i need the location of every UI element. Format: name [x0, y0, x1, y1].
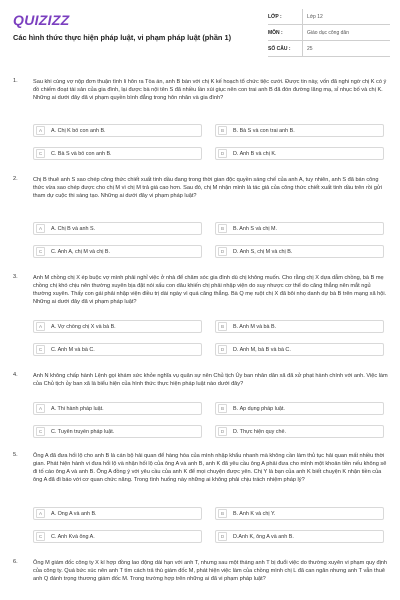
meta-row-subject: [268, 25, 390, 41]
option-text: D. Anh M, bà B và bà C.: [233, 346, 291, 353]
option-text: B. Bà S và con trai anh B.: [233, 127, 295, 134]
option-text: D.Anh K, ông A và anh B.: [233, 533, 294, 540]
q2-option-c[interactable]: [33, 245, 202, 258]
option-text: B. Anh S và chị M.: [233, 225, 278, 232]
option-letter: C: [36, 149, 45, 158]
meta-value: Giáo dục công dân: [302, 25, 390, 40]
option-letter: A: [36, 224, 45, 233]
q2-option-d[interactable]: [215, 245, 384, 258]
q2-option-a[interactable]: [33, 222, 202, 235]
option-text: C. Anh M và bà C.: [51, 346, 95, 353]
option-letter: A: [36, 509, 45, 518]
option-letter: C: [36, 532, 45, 541]
option-text: D. Anh S, chị M và chị B.: [233, 248, 293, 255]
q4-option-b[interactable]: [215, 402, 384, 415]
option-letter: D: [218, 345, 227, 354]
question-text: Anh M chồng chị X ép buộc vợ mình phải nghỉ việc ở nhà để chăm sóc gia đình dù chị không muốn. Cho rằng chị X dựa dẫm chồng, bà B mẹ chồng chị khó chịu nên thường xuyên bịa đặt nói xấu con dâu khiến chị phải nhập viện do suy nhược cơ thể do căng thẳng nên mắt ngủ thường xuyên. Thấy con gái phải nhập viện điều trị dài ngày vì quá căng thẳng. Bà Q mẹ ruột chị X đã bôi nhọ danh dự bà B trên mạng xã hội. Những ai dưới đây đã vi phạm pháp luật?: [33, 275, 387, 305]
option-letter: B: [218, 509, 227, 518]
option-text: C. Anh A, chị M và chị B.: [51, 248, 111, 255]
q2-option-b[interactable]: [215, 222, 384, 235]
q5-option-d[interactable]: [215, 530, 384, 543]
option-text: B. Áp dụng pháp luật.: [233, 405, 285, 412]
option-text: A. Ông A và anh B.: [51, 510, 97, 517]
question-number: 3.: [13, 274, 18, 280]
meta-info-table: [268, 9, 390, 57]
option-text: B. Anh M và bà B.: [233, 323, 277, 330]
option-letter: B: [218, 126, 227, 135]
meta-label: LỚP :: [268, 13, 282, 20]
option-letter: A: [36, 322, 45, 331]
q4-option-d[interactable]: [215, 425, 384, 438]
quizizz-logo: QUIZIZZ: [13, 12, 70, 28]
option-text: D. Anh B và chị K.: [233, 150, 277, 157]
option-letter: C: [36, 345, 45, 354]
option-letter: D: [218, 149, 227, 158]
meta-value: 25: [302, 41, 390, 56]
option-text: D. Thực hiện quy chế.: [233, 428, 286, 435]
option-text: A. Chị B và anh S.: [51, 225, 96, 232]
q4-option-c[interactable]: [33, 425, 202, 438]
option-text: C. Anh Kvà ông A.: [51, 533, 95, 540]
q4-option-a[interactable]: [33, 402, 202, 415]
meta-row-count: [268, 41, 390, 57]
option-letter: B: [218, 322, 227, 331]
meta-label: MÔN :: [268, 29, 283, 36]
q3-option-a[interactable]: [33, 320, 202, 333]
option-letter: D: [218, 247, 227, 256]
option-text: A. Chị K bố con anh B.: [51, 127, 106, 134]
question-text: Anh N không chấp hành Lệnh gọi khám sức khỏe nghĩa vụ quân sự nên Chủ tịch Ủy ban nhân dân xã đã xử phạt hành chính với anh. Việc làm của Chủ tịch ủy ban xã là biểu hiện của hình thức thực hiện pháp luật nào dưới đây?: [33, 373, 388, 387]
option-letter: B: [218, 224, 227, 233]
question-text: Ông M giám đốc công ty X kí hợp đồng lao động dài hạn với anh T, nhưng sau một tháng anh T bị đuổi việc do thường xuyên vi phạm quy định của công ty. Quá bức xúc nên anh T tìm cách trả thù giám đốc M, phát hiện việc làm của chồng mình chị L đã can ngăn nhưng anh T vẫn thuê anh Q đánh trọng thương giám đốc M. Trong trường hợp trên những ai đã vi phạm pháp luật?: [33, 560, 388, 582]
q5-option-b[interactable]: [215, 507, 384, 520]
option-letter: A: [36, 404, 45, 413]
option-letter: A: [36, 126, 45, 135]
option-text: B. Anh K và chị Y.: [233, 510, 276, 517]
question-text: Ông A đã đưa hối lộ cho anh B là cán bộ hải quan để hàng hóa của mình nhập khẩu nhanh mà không cần làm thủ tục hải quan mất nhiều thời gian. Phát hiện hành vi đưa hối lộ và nhận hối lộ của ông A và anh B, anh K đã yêu cầu ông A phải đưa cho mình một khoản tiền nếu không sẽ đi tố cáo ông A và anh B. Ông A đồng ý với yêu cầu của anh K để mọi chuyện được yên. Chị Y là bạn của anh K biết chuyện K nhận tiền của ông A đã đi báo với cơ quan chức năng. Trong tình huống này những ai không phải chịu trách nhiệm pháp lý?: [33, 453, 387, 483]
option-letter: C: [36, 427, 45, 436]
question-text: Chị B thuê anh S sao chép công thức chiết xuất tinh dầu đang trong thời gian độc quyền sáng chế của anh A, tuy nhiên, anh S đã bán công thức vừa sao chép được cho chị M vì chị M trả giá cao hơn. Sau đó, chị M nhận mình là tác giả của công thức chiết xuất tinh dầu trên rồi gửi tham dự cuộc thi sáng tạo. Những ai dưới đây vi phạm pháp luật?: [33, 177, 382, 199]
option-text: A. Thi hành pháp luật.: [51, 405, 104, 412]
question-number: 5.: [13, 452, 18, 458]
option-letter: D: [218, 427, 227, 436]
question-number: 4.: [13, 372, 18, 378]
option-text: A. Vợ chồng chị X và bà B.: [51, 323, 116, 330]
meta-label: SỐ CÂU :: [268, 45, 291, 52]
question-number: 2.: [13, 176, 18, 182]
q3-option-b[interactable]: [215, 320, 384, 333]
page-title: Các hình thức thực hiện pháp luật, vi phạm pháp luật (phần 1): [13, 33, 232, 42]
q1-option-c[interactable]: [33, 147, 202, 160]
q1-option-d[interactable]: [215, 147, 384, 160]
meta-row-class: [268, 9, 390, 25]
q5-option-a[interactable]: [33, 507, 202, 520]
q3-option-c[interactable]: [33, 343, 202, 356]
option-text: C. Tuyên truyền pháp luật.: [51, 428, 115, 435]
option-letter: B: [218, 404, 227, 413]
q1-option-b[interactable]: [215, 124, 384, 137]
q5-option-c[interactable]: [33, 530, 202, 543]
q1-option-a[interactable]: [33, 124, 202, 137]
question-text: Sau khi cùng vợ nộp đơn thuận tình li hôn ra Tòa án, anh B bàn với chị K kế hoạch tổ chức tiệc cưới. Được tin này, vốn đã nghi ngờ chị K có ý đồ chiếm đoạt tài sản của gia đình, lại được bà nội tên S đã nhiều lần xúi giục nên con trai anh B đã đón đường lăng mạ, sỉ nhục bố và chị K. Những ai dưới đây đã vi phạm quyền bình đẳng trong hôn nhân và gia đình?: [33, 79, 387, 101]
question-number: 1.: [13, 78, 18, 84]
q3-option-d[interactable]: [215, 343, 384, 356]
option-text: C. Bà S và bố con anh B.: [51, 150, 112, 157]
worksheet-header: [0, 0, 400, 64]
option-letter: D: [218, 532, 227, 541]
question-number: 6.: [13, 559, 18, 565]
option-letter: C: [36, 247, 45, 256]
meta-value: Lớp 12: [302, 9, 390, 24]
